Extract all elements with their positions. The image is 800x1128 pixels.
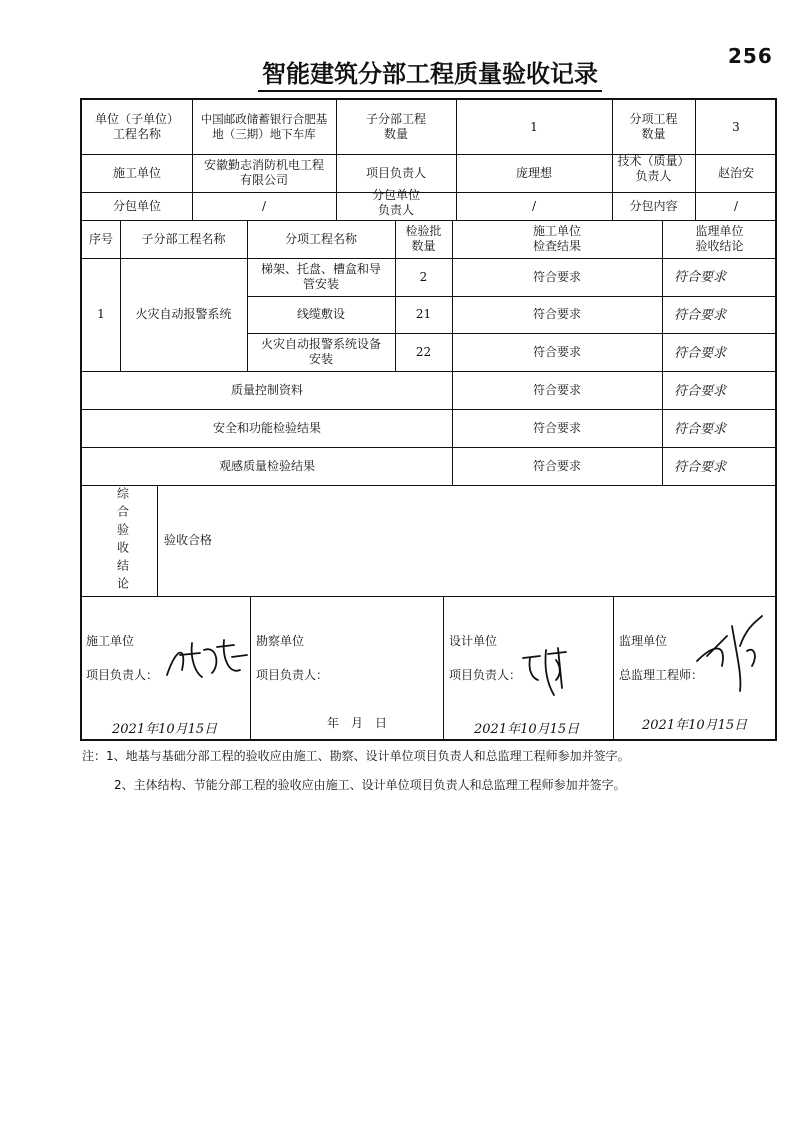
unit-project-label: 单位（子单位） 工程名称	[94, 112, 179, 141]
sub-division-count-label: 子分部工程 数量	[365, 112, 426, 141]
project-manager-label: 项目负责人	[365, 165, 426, 180]
signature-unit-survey: 勘察单位	[256, 633, 305, 648]
col-header-sub-division: 子分部工程名称	[141, 231, 226, 246]
signature-date-survey: 年 月 日	[326, 715, 387, 730]
handwritten-conclusion: 符合要求	[674, 308, 727, 323]
technical-manager-label: 技术（质量） 负责人	[617, 154, 690, 183]
designer-signature	[518, 640, 578, 700]
subcontractor-manager-value: /	[531, 198, 537, 213]
col-header-index: 序号	[88, 231, 113, 246]
note-line-1: 注：1、地基与基础分部工程的验收应由施工、勘察、设计单位项目负责人和总监理工程师参加并签字。	[82, 749, 630, 763]
table-row-count: 21	[415, 307, 432, 321]
summary-label-safety: 安全和功能检验结果	[212, 420, 321, 435]
overall-conclusion-value: 验收合格	[164, 533, 213, 547]
item-count-value: 3	[732, 119, 740, 134]
subcontractor-value: /	[261, 198, 267, 213]
table-row-item: 梯架、托盘、槽盒和导 管安装	[260, 262, 381, 291]
handwritten-conclusion: 符合要求	[674, 384, 727, 399]
signature-date-design: 2021年10月15日	[474, 722, 580, 737]
summary-result: 符合要求	[532, 458, 581, 473]
table-row-result: 符合要求	[532, 269, 581, 284]
signature-date-supervisor: 2021年10月15日	[642, 718, 748, 733]
handwritten-conclusion: 符合要求	[674, 270, 727, 285]
signature-unit-contractor: 施工单位	[86, 633, 135, 648]
col-header-supervisor-conclusion: 监理单位 验收结论	[695, 224, 744, 253]
page-number: 256	[728, 44, 773, 68]
table-row-result: 符合要求	[532, 307, 581, 321]
acceptance-form	[80, 98, 777, 741]
signature-role-supervisor: 总监理工程师：	[619, 667, 704, 682]
signature-role-survey: 项目负责人：	[256, 667, 329, 682]
signature-unit-supervisor: 监理单位	[619, 633, 668, 648]
summary-label-appearance: 观感质量检验结果	[218, 458, 315, 473]
title-text: 智能建筑分部工程质量验收记录	[258, 60, 602, 92]
subcontract-content-label: 分包内容	[629, 198, 678, 213]
table-row-result: 符合要求	[532, 344, 581, 359]
handwritten-conclusion: 符合要求	[674, 346, 727, 361]
col-header-item: 分项工程名称	[284, 231, 357, 246]
sub-division-count-value: 1	[530, 119, 538, 134]
page-title	[180, 54, 680, 89]
subcontract-content-value: /	[733, 198, 739, 213]
overall-conclusion-label	[102, 485, 142, 596]
col-header-batch-count: 检验批 数量	[405, 224, 442, 253]
contractor-value: 安徽勤志消防机电工程 有限公司	[203, 158, 324, 187]
note-line-2: 2、主体结构、节能分部工程的验收应由施工、设计单位项目负责人和总监理工程师参加并签字。	[114, 778, 626, 792]
subcontractor-manager-label: 分包单位 负责人	[371, 188, 420, 217]
handwritten-conclusion: 符合要求	[674, 422, 727, 437]
summary-result: 符合要求	[532, 382, 581, 397]
signature-unit-design: 设计单位	[449, 633, 498, 648]
table-row-count: 22	[415, 344, 432, 359]
subcontractor-label: 分包单位	[112, 198, 161, 213]
sub-division-name: 火灾自动报警系统	[135, 307, 232, 321]
table-row-count: 2	[419, 269, 428, 284]
signature-role-design: 项目负责人：	[449, 667, 522, 682]
overall-conclusion-label-text: 综合验收结论	[115, 486, 130, 595]
technical-manager-value: 赵治安	[717, 165, 754, 180]
row-index: 1	[97, 307, 105, 321]
contractor-signature	[162, 635, 252, 685]
table-row-item: 火灾自动报警系统设备 安装	[260, 337, 381, 366]
project-manager-value: 庞理想	[515, 165, 552, 180]
item-count-label: 分项工程 数量	[629, 112, 678, 141]
handwritten-conclusion: 符合要求	[674, 460, 727, 475]
table-row-item: 线缆敷设	[296, 307, 345, 321]
signature-role-contractor: 项目负责人：	[86, 667, 159, 682]
unit-project-value: 中国邮政储蓄银行合肥基 地（三期）地下车库	[200, 112, 328, 141]
summary-label-quality: 质量控制资料	[230, 382, 303, 397]
col-header-contractor-result: 施工单位 检查结果	[532, 224, 581, 253]
signature-date-contractor: 2021年10月15日	[112, 722, 218, 737]
summary-result: 符合要求	[532, 420, 581, 435]
chief-supervisor-signature	[692, 606, 772, 696]
contractor-label: 施工单位	[112, 165, 161, 180]
